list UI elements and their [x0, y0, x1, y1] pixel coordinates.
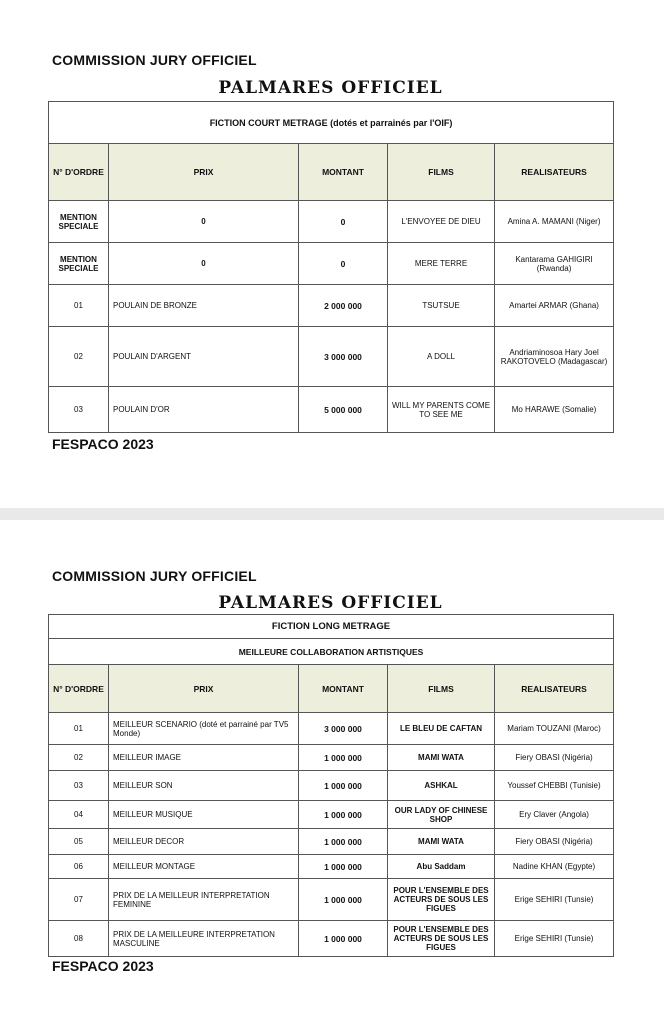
document-page-2	[0, 520, 664, 1024]
cell-film: POUR L'ENSEMBLE DES ACTEURS DE SOUS LES FIGUES	[388, 879, 495, 921]
cell-film: MAMI WATA	[388, 745, 495, 771]
cell-montant: 1 000 000	[299, 921, 388, 957]
col-header-ordre: N° D'ORDRE	[49, 144, 109, 201]
table-row	[49, 855, 614, 879]
cell-film: POUR L'ENSEMBLE DES ACTEURS DE SOUS LES FIGUES	[388, 921, 495, 957]
cell-ordre: 05	[49, 829, 109, 855]
cell-ordre: 02	[49, 745, 109, 771]
cell-prix: MEILLEUR SON	[109, 771, 299, 801]
table-row	[49, 801, 614, 829]
page-separator	[0, 508, 664, 520]
cell-prix: MEILLEUR DECOR	[109, 829, 299, 855]
table-row	[49, 243, 614, 285]
cell-montant: 1 000 000	[299, 829, 388, 855]
cell-prix: MEILLEUR MUSIQUE	[109, 801, 299, 829]
cell-film: L'ENVOYEE DE DIEU	[388, 201, 495, 243]
col-header-films: FILMS	[388, 665, 495, 713]
cell-ordre: MENTION SPECIALE	[49, 243, 109, 285]
col-header-ordre: N° D'ORDRE	[49, 665, 109, 713]
cell-realisateur: Mo HARAWE (Somalie)	[495, 387, 614, 433]
col-header-prix: PRIX	[109, 665, 299, 713]
cell-film: LE BLEU DE CAFTAN	[388, 713, 495, 745]
cell-realisateur: Kantarama GAHIGIRI (Rwanda)	[495, 243, 614, 285]
table-row	[49, 713, 614, 745]
cell-realisateur: Erige SEHIRI (Tunsie)	[495, 921, 614, 957]
cell-montant: 0	[299, 243, 388, 285]
commission-title: COMMISSION JURY OFFICIEL	[52, 52, 257, 68]
cell-prix: PRIX DE LA MEILLEUR INTERPRETATION FEMININE	[109, 879, 299, 921]
fespaco-footer: FESPACO 2023	[52, 436, 154, 452]
cell-ordre: 06	[49, 855, 109, 879]
cell-realisateur: Mariam TOUZANI (Maroc)	[495, 713, 614, 745]
cell-film: Abu Saddam	[388, 855, 495, 879]
cell-realisateur: Ery Claver (Angola)	[495, 801, 614, 829]
cell-prix: MEILLEUR MONTAGE	[109, 855, 299, 879]
cell-montant: 2 000 000	[299, 285, 388, 327]
cell-prix: 0	[109, 201, 299, 243]
cell-prix: 0	[109, 243, 299, 285]
col-header-montant: MONTANT	[299, 144, 388, 201]
cell-montant: 1 000 000	[299, 879, 388, 921]
cell-ordre: 03	[49, 771, 109, 801]
cell-montant: 3 000 000	[299, 713, 388, 745]
cell-realisateur: Youssef CHEBBI (Tunisie)	[495, 771, 614, 801]
cell-ordre: 04	[49, 801, 109, 829]
table-row	[49, 921, 614, 957]
col-header-realisateurs: REALISATEURS	[495, 144, 614, 201]
palmares-title: PALMARES OFFICIEL	[218, 78, 443, 98]
cell-prix: MEILLEUR SCENARIO (doté et parrainé par TV5 Monde)	[109, 713, 299, 745]
table-row	[49, 387, 614, 433]
table-row	[49, 327, 614, 387]
cell-film: A DOLL	[388, 327, 495, 387]
cell-prix: POULAIN DE BRONZE	[109, 285, 299, 327]
long-metrage-table	[48, 614, 614, 957]
cell-prix: MEILLEUR IMAGE	[109, 745, 299, 771]
cell-realisateur: Fiery OBASI (Nigéria)	[495, 829, 614, 855]
table-header-row	[49, 144, 614, 201]
table-row	[49, 829, 614, 855]
col-header-montant: MONTANT	[299, 665, 388, 713]
table-row	[49, 285, 614, 327]
section-banner: FICTION COURT METRAGE (dotés et parrainés par l'OIF)	[49, 102, 614, 144]
cell-prix: PRIX DE LA MEILLEURE INTERPRETATION MASCULINE	[109, 921, 299, 957]
cell-montant: 5 000 000	[299, 387, 388, 433]
court-metrage-table	[48, 101, 614, 433]
table-row	[49, 879, 614, 921]
document-page-1	[0, 0, 664, 508]
cell-film: OUR LADY OF CHINESE SHOP	[388, 801, 495, 829]
cell-realisateur: Fiery OBASI (Nigéria)	[495, 745, 614, 771]
cell-ordre: 08	[49, 921, 109, 957]
cell-film: MAMI WATA	[388, 829, 495, 855]
cell-ordre: 01	[49, 285, 109, 327]
cell-realisateur: Erige SEHIRI (Tunsie)	[495, 879, 614, 921]
cell-montant: 1 000 000	[299, 771, 388, 801]
palmares-title: PALMARES OFFICIEL	[218, 593, 443, 613]
cell-realisateur: Andriaminosoa Hary Joel RAKOTOVELO (Madagascar)	[495, 327, 614, 387]
cell-realisateur: Amartei ARMAR (Ghana)	[495, 285, 614, 327]
col-header-films: FILMS	[388, 144, 495, 201]
commission-title: COMMISSION JURY OFFICIEL	[52, 568, 257, 584]
table-row	[49, 771, 614, 801]
cell-realisateur: Nadine KHAN (Egypte)	[495, 855, 614, 879]
col-header-prix: PRIX	[109, 144, 299, 201]
cell-montant: 1 000 000	[299, 745, 388, 771]
subsection-banner: MEILLEURE COLLABORATION ARTISTIQUES	[49, 639, 614, 665]
cell-ordre: 01	[49, 713, 109, 745]
cell-ordre: 02	[49, 327, 109, 387]
table-row	[49, 745, 614, 771]
cell-prix: POULAIN D'ARGENT	[109, 327, 299, 387]
cell-montant: 1 000 000	[299, 801, 388, 829]
section-banner: FICTION LONG METRAGE	[49, 615, 614, 639]
cell-ordre: 03	[49, 387, 109, 433]
cell-film: TSUTSUE	[388, 285, 495, 327]
cell-montant: 3 000 000	[299, 327, 388, 387]
table-header-row	[49, 665, 614, 713]
cell-film: WILL MY PARENTS COME TO SEE ME	[388, 387, 495, 433]
cell-ordre: MENTION SPECIALE	[49, 201, 109, 243]
cell-prix: POULAIN D'OR	[109, 387, 299, 433]
cell-montant: 0	[299, 201, 388, 243]
cell-realisateur: Amina A. MAMANI (Niger)	[495, 201, 614, 243]
col-header-realisateurs: REALISATEURS	[495, 665, 614, 713]
table-row	[49, 201, 614, 243]
cell-film: MERE TERRE	[388, 243, 495, 285]
cell-ordre: 07	[49, 879, 109, 921]
cell-film: ASHKAL	[388, 771, 495, 801]
fespaco-footer: FESPACO 2023	[52, 958, 154, 974]
cell-montant: 1 000 000	[299, 855, 388, 879]
